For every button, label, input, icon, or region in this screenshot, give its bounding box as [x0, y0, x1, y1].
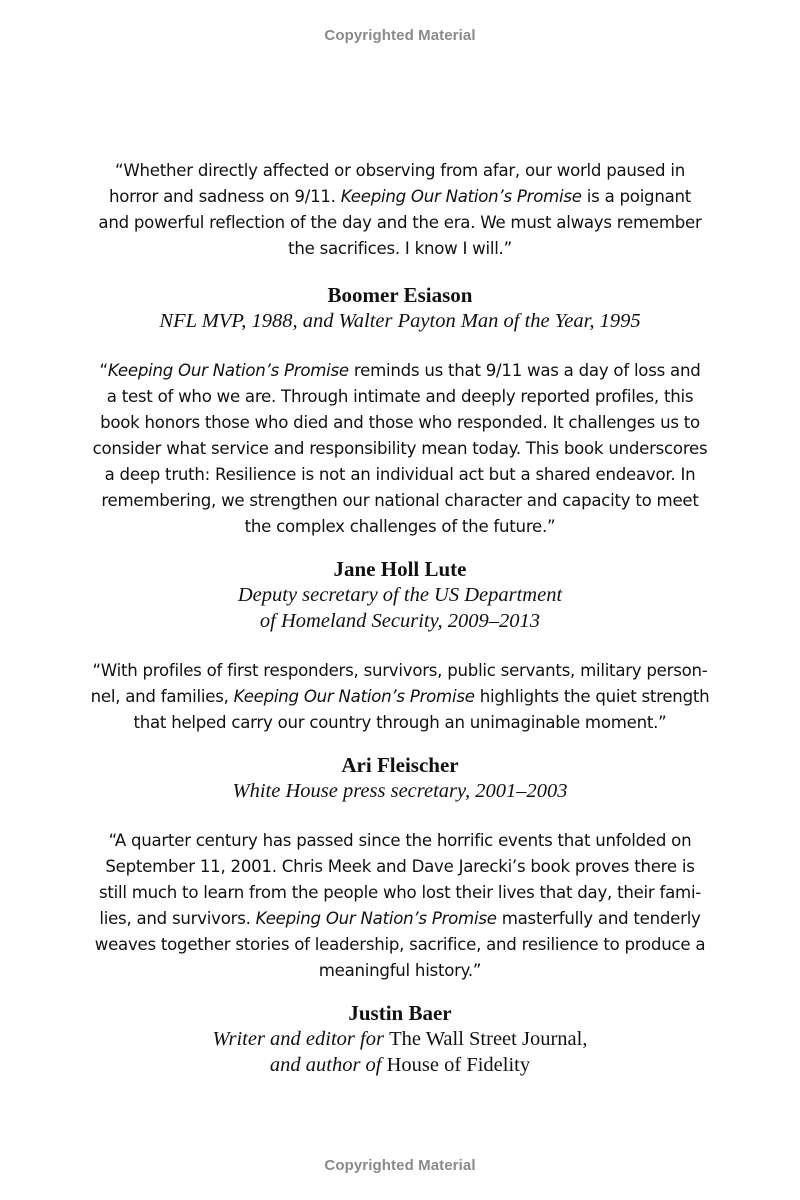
quote-line: meaningful history.” [318, 961, 482, 980]
endorser-title-line-2: and author of House of Fidelity [269, 1054, 531, 1076]
quote-line: September 11, 2001. Chris Meek and Dave Jarecki’s book proves there is [105, 857, 695, 876]
endorsements-page [90, 158, 710, 1078]
quote-line: weaves together stories of leadership, sacrifice, and resilience to produce a [94, 935, 706, 954]
quote-line: the sacrifices. I know I will.” [288, 239, 512, 258]
endorsement-quote [90, 828, 710, 984]
quote-line: “Keeping Our Nation’s Promise reminds us that 9/11 was a day of loss and [99, 361, 701, 380]
quote-line: consider what service and responsibility mean today. This book underscores [92, 439, 708, 458]
endorser-title-line-1: Deputy secretary of the US Department [237, 584, 563, 606]
endorsement-boomer-esiason [90, 158, 710, 334]
copyright-watermark-bottom: Copyrighted Material [324, 1157, 476, 1174]
publication-title: The Wall Street Journal, [389, 1028, 588, 1050]
quote-line: remembering, we strengthen our national character and capacity to meet [101, 491, 699, 510]
endorsement-justin-baer [90, 828, 710, 1078]
quote-line: a deep truth: Resilience is not an individual act but a shared endeavor. In [104, 465, 696, 484]
quote-line: that helped carry our country through an unimaginable moment.” [133, 713, 667, 732]
endorser-title-line-1: Writer and editor for The Wall Street Journal, [212, 1028, 588, 1050]
book-title: Keeping Our Nation’s Promise [255, 909, 497, 928]
endorsement-quote [90, 158, 710, 262]
book-title: Keeping Our Nation’s Promise [107, 361, 349, 380]
quote-line: “A quarter century has passed since the horrific events that unfolded on [108, 831, 692, 850]
endorsement-quote [90, 358, 710, 540]
book-title: Keeping Our Nation’s Promise [340, 187, 582, 206]
endorser-title-line-2: of Homeland Security, 2009–2013 [259, 610, 541, 632]
endorser-name: Justin Baer [348, 1001, 452, 1025]
quote-line: still much to learn from the people who lost their lives that day, their fami- [98, 883, 702, 902]
endorser-title: NFL MVP, 1988, and Walter Payton Man of the Year, 1995 [159, 310, 641, 332]
quote-line: “With profiles of first responders, survivors, public servants, military person- [92, 661, 708, 680]
quote-line: a test of who we are. Through intimate and deeply reported profiles, this [106, 387, 694, 406]
quote-line: nel, and families, Keeping Our Nation’s Promise highlights the quiet strength [90, 687, 710, 706]
endorsement-jane-holl-lute [90, 358, 710, 634]
endorsement-ari-fleischer [90, 658, 710, 804]
book-title: Keeping Our Nation’s Promise [233, 687, 475, 706]
quote-line: and powerful reflection of the day and the era. We must always remember [98, 213, 702, 232]
quote-line: the complex challenges of the future.” [244, 517, 556, 536]
quote-line: book honors those who died and those who responded. It challenges us to [100, 413, 700, 432]
quote-line: horror and sadness on 9/11. Keeping Our Nation’s Promise is a poignant [108, 187, 692, 206]
publication-title: House of Fidelity [386, 1054, 531, 1076]
endorser-title: White House press secretary, 2001–2003 [232, 780, 568, 802]
quote-line: “Whether directly affected or observing from afar, our world paused in [115, 161, 685, 180]
endorsement-quote [90, 658, 710, 736]
endorser-name: Ari Fleischer [341, 753, 459, 777]
copyright-watermark-top: Copyrighted Material [324, 27, 476, 44]
quote-line: lies, and survivors. Keeping Our Nation’s Promise masterfully and tenderly [99, 909, 701, 928]
endorser-name: Jane Holl Lute [333, 557, 467, 581]
endorser-name: Boomer Esiason [327, 283, 473, 307]
